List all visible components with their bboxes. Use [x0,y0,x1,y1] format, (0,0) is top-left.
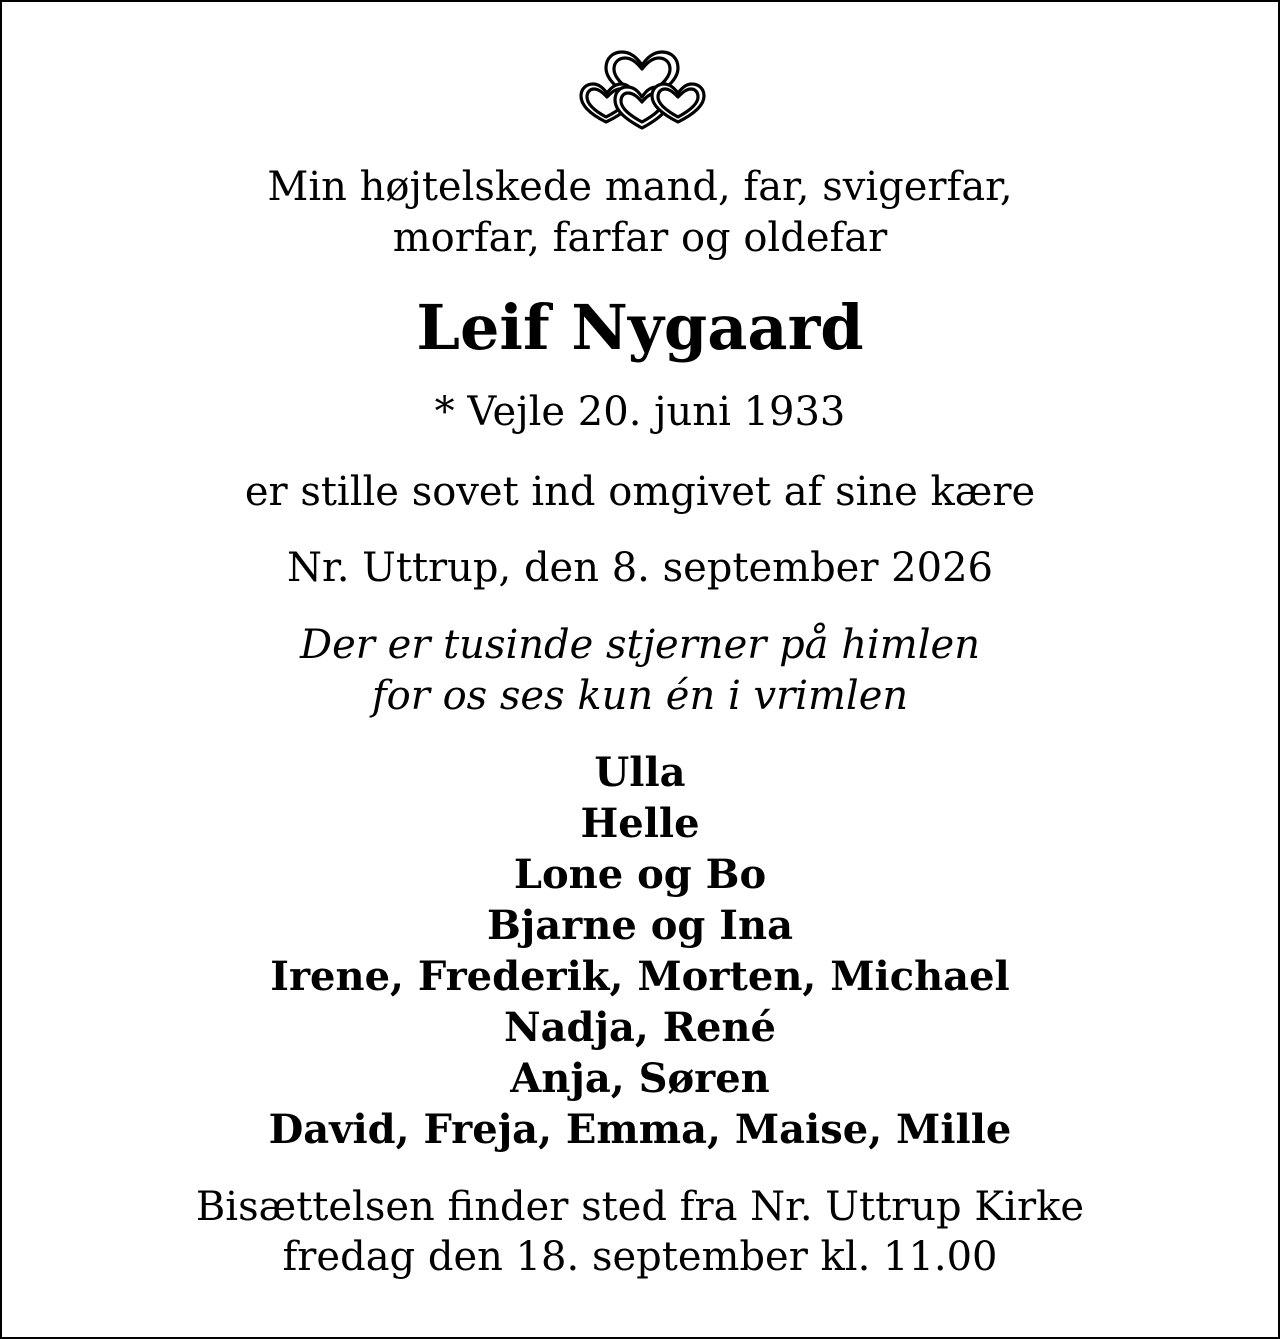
family-line: Nadja, René [504,1004,776,1051]
family-line: David, Freja, Emma, Maise, Mille [268,1106,1012,1153]
family-list [2,747,1278,1155]
birth-info: * Vejle 20. juni 1933 [434,389,846,435]
family-line: Anja, Søren [510,1055,770,1102]
hearts-icon [576,48,708,132]
death-text: er stille sovet ind omgivet af sine kære [244,469,1036,515]
verse-line: for os ses kun én i vrimlen [371,673,909,719]
memorial-verse [2,620,1278,722]
funeral-line: Bisættelsen finder sted fra Nr. Uttrup Kirke [195,1184,1085,1230]
deceased-name: Leif Nygaard [416,291,864,364]
funeral-line: fredag den 18. september kl. 11.00 [282,1234,998,1280]
family-line: Irene, Frederik, Morten, Michael [270,953,1010,1000]
verse-line: Der er tusinde stjerner på himlen [300,622,980,668]
funeral-info [2,1182,1278,1282]
intro-line: Min højtelskede mand, far, svigerfar, [267,164,1013,210]
intro-line: morfar, farfar og oldefar [392,215,888,261]
family-line: Helle [580,800,700,847]
death-place-date: Nr. Uttrup, den 8. september 2026 [287,545,993,591]
family-line: Ulla [594,749,686,796]
family-line: Bjarne og Ina [486,902,793,949]
intro-text [2,162,1278,264]
family-line: Lone og Bo [513,851,767,898]
